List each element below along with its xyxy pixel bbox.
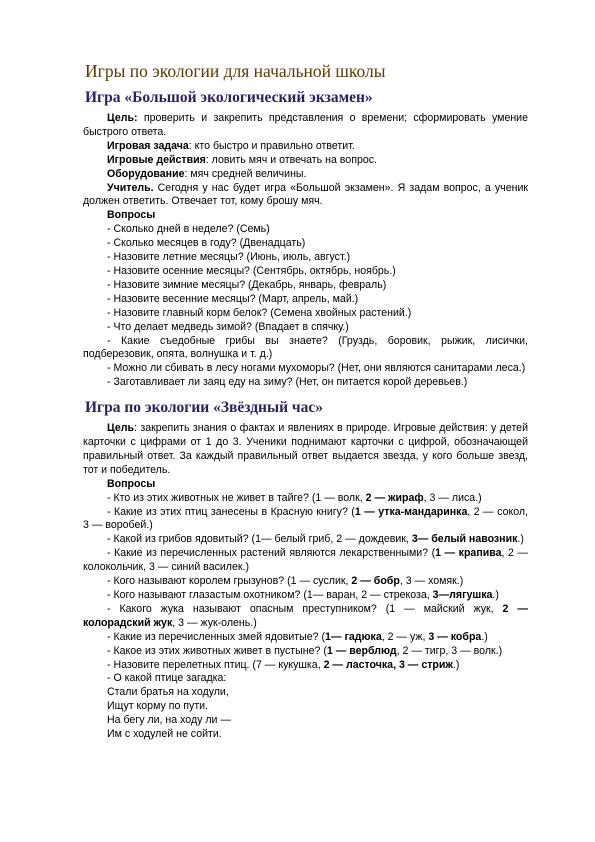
game1-question: - Какие съедобные грибы вы знаете? (Груздь, боровик, рыжик, лисички, подберезовик, опята, волнушка и т. д.) (83, 334, 528, 361)
game2-question (83, 589, 528, 603)
correct-answer: 1 — крапива (435, 547, 502, 560)
question-text: , 2 — уж, (381, 630, 429, 643)
question-text: - Какие из перечисленных растений являются лекарственными? ( (107, 547, 436, 560)
question-text: , 3 — жук-олень.) (172, 616, 257, 629)
correct-answer: 2 — ласточка, 3 — стриж (323, 658, 453, 671)
correct-answer: 3— белый навозник (411, 533, 518, 546)
game1-equipment-text: : мяч средней величины. (184, 167, 307, 180)
game1-goal-text: проверить и закрепить представления о времени; сформировать умение быстрого ответа. (83, 112, 528, 138)
game1-question: - Сколько месяцев в году? (Двенадцать) (107, 237, 306, 250)
riddle-line: Им с ходулей не сойти. (107, 728, 222, 741)
game1-goal-label: Цель: (107, 112, 138, 124)
game1-question: - Назовите летние месяцы? (Июнь, июль, август.) (107, 251, 351, 264)
question-text: , 3 — хомяк.) (399, 575, 464, 588)
game1-questions-label: Вопросы (107, 209, 156, 222)
riddle-line: Стали братья на ходули, (107, 686, 229, 699)
game2-question (83, 645, 528, 659)
game1-question: - Что делает медведь зимой? (Впадает в спячку.) (107, 320, 349, 333)
game1-question: - Назовите весенние месяцы? (Март, апрель, май.) (107, 292, 359, 305)
riddle-line: На бегу ли, на ходу ли — (107, 714, 231, 727)
game2-heading: Игра по экологии «Звёздный час» (85, 399, 324, 417)
game1-actions-text: : ловить мяч и отвечать на вопрос. (205, 153, 377, 166)
game2-question (83, 659, 528, 673)
correct-answer: 1— гадюка (325, 630, 382, 643)
question-text: - Какие из перечисленных змей ядовитые? ( (107, 630, 326, 643)
question-text: .) (481, 630, 488, 643)
game2-question (83, 631, 528, 645)
game2-goal-label: Цель (107, 422, 135, 435)
game1-equipment (83, 168, 528, 182)
question-text: - Кого называют королем грызунов? (1 — суслик, (107, 575, 352, 588)
correct-answer: 2 — жираф (365, 491, 424, 504)
game1-teacher-text: Сегодня у нас будет игра «Большой экзамен». Я задам вопрос, а ученик должен ответить. Отвечает тот, кому брошу мяч. (83, 181, 528, 208)
game2-question (83, 575, 528, 589)
game1-goal (83, 112, 528, 140)
game2-question (83, 603, 528, 631)
question-text: , 2 — сокол, 3 — воробей.) (83, 505, 529, 532)
section-gap (83, 390, 528, 398)
question-text: .) (452, 658, 460, 671)
correct-answer: 3 — кобра (428, 630, 482, 643)
game1-task-text: : кто быстро и правильно ответит. (188, 139, 355, 152)
game2-questions-label: Вопросы (107, 477, 156, 490)
correct-answer: 1 — утка-мандаринка (354, 505, 468, 518)
game1-task-label: Игровая задача (107, 139, 189, 152)
question-text: - Какое из этих животных живет в пустыне? ( (107, 644, 327, 657)
game1-actions (83, 154, 528, 168)
game1-question-list (83, 223, 528, 390)
game2-question (83, 547, 528, 575)
game2-question (83, 506, 528, 534)
question-text: , 2 — тигр, 3 — волк.) (396, 644, 503, 657)
game2-question (83, 533, 528, 547)
question-text: , 3 — лиса.) (423, 491, 482, 504)
game1-teacher-label: Учитель. (107, 181, 154, 194)
game1-question: - Заготавливает ли заяц еду на зиму? (Нет, он питается корой деревьев.) (107, 376, 468, 389)
game1-question: - Назовите главный корм белок? (Семена хвойных растений.) (107, 306, 412, 319)
question-text: - Кого называют глазастым охотником? (1— варан, 2 — стрекоза, (107, 589, 433, 601)
correct-answer: 2 — колорадский жук (83, 602, 528, 629)
question-text: - Какой из грибов ядовитый? (1— белый гриб, 2 — дождевик, (107, 533, 412, 546)
game1-question: - Сколько дней в неделе? (Семь) (107, 223, 270, 236)
game1-question: - Можно ли сбивать в лесу ногами мухоморы? (Нет, они являются санитарами леса.) (107, 362, 526, 375)
question-text: .) (492, 589, 499, 601)
question-text: , 2 — колокольчик, 3 — синий василек.) (83, 547, 528, 574)
game2-goal-text: : закрепить знания о фактах и явлениях в природе. Игровые действия: у детей карточки с цифрами от 1 до 3. Ученики поднимают карточки с цифрой, обозначающей правильный ответ. За каждый правильный ответ выдается звезда, у кого больше звезд, тот и победитель. (83, 422, 528, 476)
riddle-intro: - О какой птице загадка: (107, 672, 227, 685)
game2-question (83, 492, 528, 506)
correct-answer: 3—лягушка (432, 589, 493, 601)
document-page (83, 60, 528, 742)
page-title: Игры по экологии для начальной школы (85, 61, 386, 81)
riddle-line: Ищут корму по пути. (107, 700, 209, 713)
game1-question: - Назовите зимние месяцы? (Декабрь, январь, февраль) (107, 278, 387, 291)
question-text: .) (517, 533, 524, 546)
game1-question: - Назовите осенние месяцы? (Сентябрь, октябрь, ноябрь.) (107, 264, 396, 277)
question-text: - Назовите перелетных птиц. (7 — кукушка, (107, 658, 324, 671)
question-text: - Кто из этих животных не живет в тайге? (1 — волк, (107, 491, 366, 504)
question-text: - Какие из этих птиц занесены в Красную книгу? ( (107, 505, 355, 518)
game1-teacher (83, 182, 528, 210)
game1-heading: Игра «Большой экологический экзамен» (85, 89, 373, 106)
game2-question-list (83, 492, 528, 673)
game2-goal (83, 422, 528, 478)
correct-answer: 2 — бобр (351, 575, 400, 588)
game1-equipment-label: Оборудование (107, 167, 185, 180)
game1-task (83, 140, 528, 154)
correct-answer: 1 — верблюд (326, 644, 397, 657)
question-text: - Какого жука называют опасным преступником? (1 — майский жук, (107, 602, 503, 615)
riddle-poem (83, 686, 528, 742)
game1-actions-label: Игровые действия (107, 153, 206, 166)
